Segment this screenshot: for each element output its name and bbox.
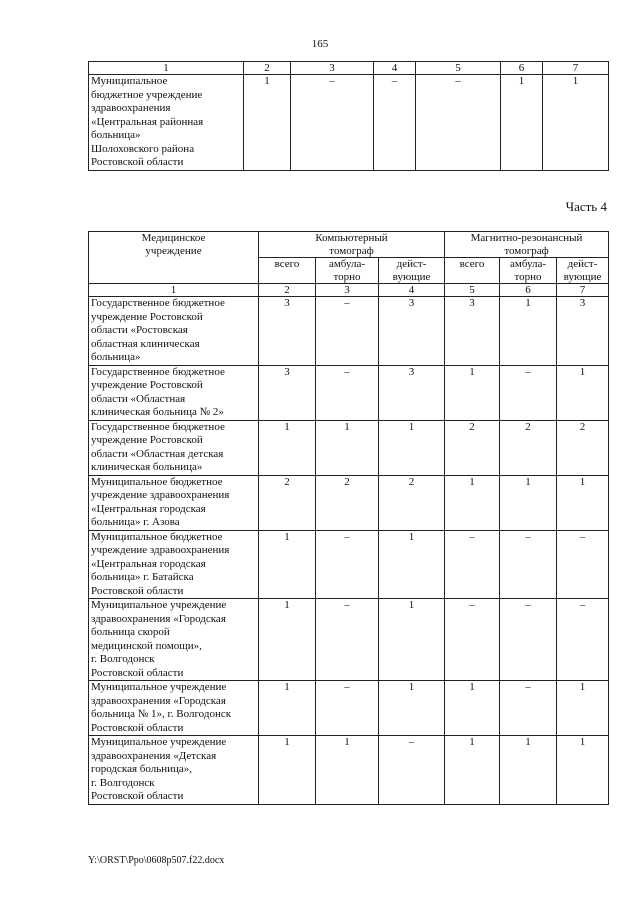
header-mri-outpatient-line: торно <box>514 270 542 283</box>
institution-line: учреждение Ростовской <box>91 434 203 446</box>
header-mri-active-line: дейст- <box>567 258 598 270</box>
header-institution-line: учреждение <box>145 244 202 257</box>
table-row <box>89 365 609 420</box>
value-cell: – <box>316 530 379 599</box>
value-cell: 1 <box>500 475 557 530</box>
institution-line: Государственное бюджетное <box>91 297 225 309</box>
header-row-groups <box>89 232 609 258</box>
column-number-cell: 1 <box>89 284 259 297</box>
column-number-cell: 3 <box>316 284 379 297</box>
institution-line: клиническая больница № 2» <box>91 406 224 418</box>
institution-line: областная клиническая <box>91 337 200 350</box>
column-number-cell: 4 <box>374 62 416 75</box>
institution-line: больница скорой <box>91 626 170 638</box>
value-cell: – <box>500 599 557 681</box>
footer-file-path: Y:\ORST\Ppo\0608p507.f22.docx <box>88 855 225 866</box>
value-cell: 1 <box>379 530 445 599</box>
part-label: Часть 4 <box>565 199 607 214</box>
value-cell: – <box>557 599 609 681</box>
value-cell: 1 <box>557 736 609 805</box>
value-cell: 3 <box>379 365 445 420</box>
header-mri-active <box>557 258 609 284</box>
institution-line: учреждение здравоохранения <box>91 489 230 501</box>
institution-line: здравоохранения <box>91 102 171 114</box>
column-number-cell: 6 <box>500 284 557 297</box>
header-mri-total <box>445 258 500 284</box>
institution-cell <box>89 475 259 530</box>
value-cell: 2 <box>557 420 609 475</box>
institution-line: больница» г. Азова <box>91 516 180 528</box>
value-cell: 3 <box>379 297 445 366</box>
institution-cell <box>89 736 259 805</box>
header-mri-group <box>445 232 609 258</box>
institution-line: «Центральная районная <box>91 115 204 128</box>
table-row <box>89 75 609 171</box>
value-cell: – <box>316 681 379 736</box>
header-ct-total <box>259 258 316 284</box>
value-cell: – <box>500 365 557 420</box>
institution-line: г. Волгодонск <box>91 776 155 789</box>
table-row <box>89 736 609 805</box>
institution-line: медицинской помощи», <box>91 639 202 652</box>
column-number-cell: 5 <box>445 284 500 297</box>
institution-line: Муниципальное бюджетное <box>91 475 223 488</box>
institution-line: г. Волгодонск <box>91 653 155 665</box>
institution-line: Муниципальное учреждение <box>91 599 227 611</box>
institution-line: Муниципальное учреждение <box>91 736 227 748</box>
institution-line: учреждение Ростовской <box>91 379 203 391</box>
header-ct-outpatient-line: амбула- <box>328 258 366 270</box>
header-mri-line: томограф <box>504 244 549 257</box>
institution-line: области «Областная <box>91 392 186 405</box>
column-number-cell: 7 <box>557 284 609 297</box>
institution-line: Государственное бюджетное <box>91 420 225 433</box>
value-cell: – <box>500 681 557 736</box>
table-continuation-body <box>89 62 609 171</box>
institution-line: Ростовской области <box>91 666 184 679</box>
institution-line: учреждение Ростовской <box>91 310 203 323</box>
value-cell: 1 <box>543 75 609 171</box>
institution-cell <box>89 599 259 681</box>
column-number-cell: 2 <box>259 284 316 297</box>
value-cell: 1 <box>500 297 557 366</box>
header-ct-line: Компьютерный <box>315 232 388 244</box>
value-cell: 3 <box>259 297 316 366</box>
value-cell: 1 <box>557 681 609 736</box>
institution-line: городская больница», <box>91 763 193 775</box>
value-cell: 3 <box>259 365 316 420</box>
institution-line: Шолоховского района <box>91 142 195 155</box>
institution-line: Ростовской области <box>91 721 184 734</box>
value-cell: – <box>379 736 445 805</box>
institution-line: области «Областная детская <box>91 447 224 460</box>
value-cell: 1 <box>379 420 445 475</box>
value-cell: 1 <box>259 599 316 681</box>
institution-line: Ростовской области <box>91 790 184 802</box>
institution-line: области «Ростовская <box>91 324 188 336</box>
value-cell: 1 <box>259 530 316 599</box>
value-cell: 1 <box>316 736 379 805</box>
institution-line: клиническая больница» <box>91 461 203 473</box>
table-row <box>89 599 609 681</box>
institution-line: «Центральная городская <box>91 502 206 515</box>
institution-line: больница № 1», г. Волгодонск <box>91 708 232 720</box>
institution-line: здравоохранения «Городская <box>91 612 226 625</box>
value-cell: 3 <box>557 297 609 366</box>
header-institution <box>89 232 259 284</box>
institution-cell <box>89 297 259 366</box>
header-mri-active-line: вующие <box>563 270 602 283</box>
institution-line: больница» <box>91 129 141 141</box>
header-ct-active-line: вующие <box>392 270 431 283</box>
value-cell: 1 <box>259 681 316 736</box>
page-number: 165 <box>311 38 329 50</box>
table-tomographs-body <box>89 232 609 805</box>
column-number-cell: 1 <box>89 62 244 75</box>
value-cell: 2 <box>379 475 445 530</box>
value-cell: – <box>445 599 500 681</box>
value-cell: 1 <box>557 475 609 530</box>
institution-line: здравоохранения «Городская <box>91 694 226 707</box>
institution-line: больница» г. Батайска <box>91 571 194 583</box>
header-ct-active <box>379 258 445 284</box>
value-cell: – <box>374 75 416 171</box>
value-cell: – <box>445 530 500 599</box>
value-cell: 1 <box>379 681 445 736</box>
column-number-row <box>89 284 609 297</box>
value-cell: – <box>291 75 374 171</box>
value-cell: 2 <box>445 420 500 475</box>
institution-line: Муниципальное бюджетное <box>91 530 223 543</box>
value-cell: 1 <box>445 365 500 420</box>
value-cell: 1 <box>244 75 291 171</box>
header-ct-active-line: дейст- <box>396 258 427 270</box>
value-cell: – <box>557 530 609 599</box>
value-cell: 3 <box>445 297 500 366</box>
institution-cell <box>89 530 259 599</box>
header-ct-group <box>259 232 445 258</box>
value-cell: 1 <box>445 736 500 805</box>
column-number-cell: 4 <box>379 284 445 297</box>
column-number-row <box>89 62 609 75</box>
header-ct-line: томограф <box>329 244 374 257</box>
institution-line: бюджетное учреждение <box>91 88 203 101</box>
header-mri-outpatient <box>500 258 557 284</box>
value-cell: 1 <box>445 681 500 736</box>
value-cell: – <box>316 365 379 420</box>
table-row <box>89 297 609 366</box>
value-cell: 1 <box>557 365 609 420</box>
value-cell: 1 <box>379 599 445 681</box>
value-cell: – <box>500 530 557 599</box>
institution-line: здравоохранения «Детская <box>91 749 217 762</box>
value-cell: 1 <box>259 736 316 805</box>
header-ct-outpatient <box>316 258 379 284</box>
institution-cell <box>89 75 244 171</box>
header-mri-outpatient-line: амбула- <box>509 258 547 270</box>
institution-cell <box>89 420 259 475</box>
institution-line: учреждение здравоохранения <box>91 544 230 556</box>
header-mri-total-label: всего <box>459 258 485 270</box>
value-cell: 2 <box>259 475 316 530</box>
column-number-cell: 7 <box>543 62 609 75</box>
table-row <box>89 420 609 475</box>
institution-cell <box>89 681 259 736</box>
value-cell: 1 <box>500 736 557 805</box>
header-ct-total-label: всего <box>274 258 300 270</box>
header-institution-line: Медицинское <box>141 232 206 244</box>
table-row <box>89 530 609 599</box>
institution-line: Государственное бюджетное <box>91 365 225 378</box>
institution-cell <box>89 365 259 420</box>
column-number-cell: 6 <box>501 62 543 75</box>
table-continuation <box>88 61 609 171</box>
institution-line: «Центральная городская <box>91 557 206 570</box>
header-ct-outpatient-line: торно <box>333 270 361 283</box>
table-tomographs <box>88 231 609 805</box>
value-cell: 1 <box>501 75 543 171</box>
institution-line: Ростовской области <box>91 584 184 597</box>
value-cell: 2 <box>316 475 379 530</box>
value-cell: 2 <box>500 420 557 475</box>
institution-line: Муниципальное <box>91 75 168 87</box>
value-cell: – <box>416 75 501 171</box>
column-number-cell: 5 <box>416 62 501 75</box>
column-number-cell: 3 <box>291 62 374 75</box>
table-row <box>89 475 609 530</box>
value-cell: – <box>316 599 379 681</box>
value-cell: 1 <box>259 420 316 475</box>
column-number-cell: 2 <box>244 62 291 75</box>
table-row <box>89 681 609 736</box>
institution-line: Ростовской области <box>91 156 184 168</box>
value-cell: 1 <box>316 420 379 475</box>
value-cell: 1 <box>445 475 500 530</box>
header-mri-line: Магнитно-резонансный <box>470 232 583 244</box>
value-cell: – <box>316 297 379 366</box>
institution-line: Муниципальное учреждение <box>91 681 227 693</box>
institution-line: больница» <box>91 351 141 363</box>
